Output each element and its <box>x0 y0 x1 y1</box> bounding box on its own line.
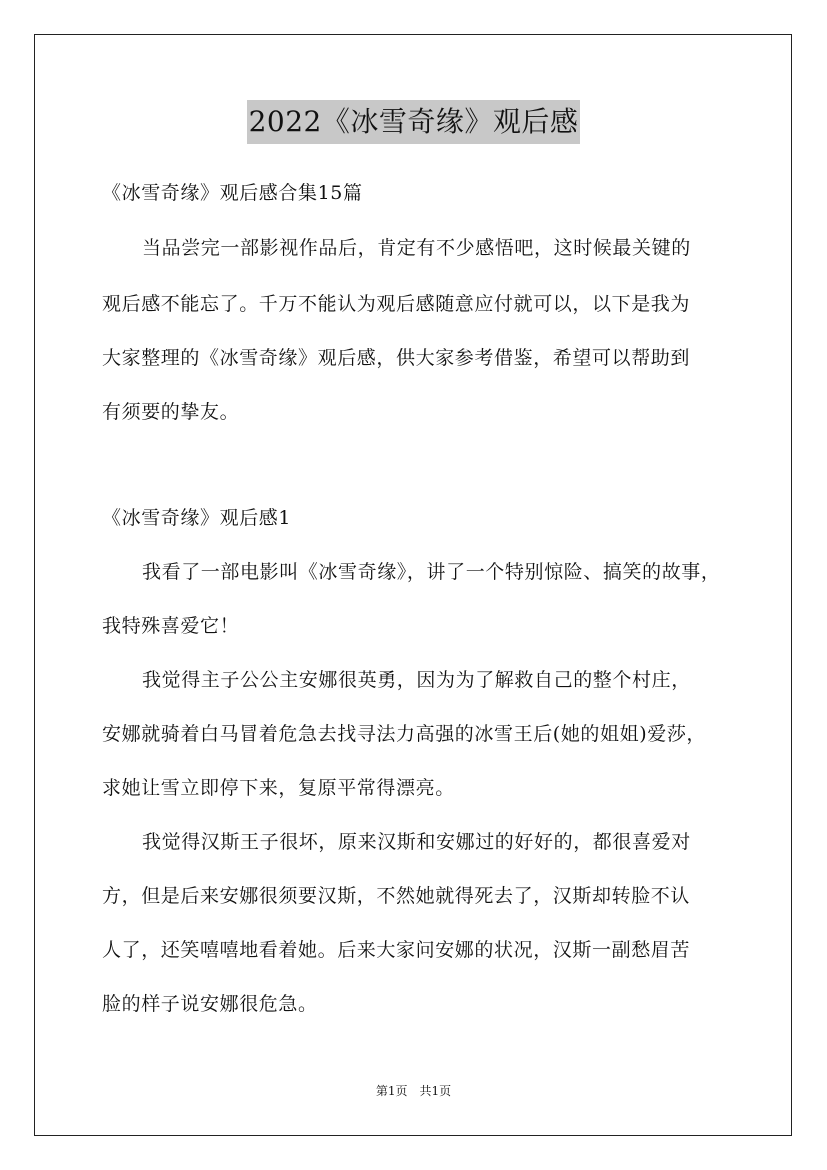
paragraph-line: 安娜就骑着白马冒着危急去找寻法力高强的冰雪王后(她的姐姐)爱莎， <box>102 723 707 745</box>
paragraph-line: 求她让雪立即停下来，复原平常得漂亮。 <box>102 777 455 799</box>
paragraph-line: 我特殊喜爱它！ <box>102 615 240 637</box>
page-number-footer: 第1页 共1页 <box>375 1084 452 1098</box>
intro-line: 有须要的挚友。 <box>102 401 240 423</box>
intro-line: 当品尝完一部影视作品后，肯定有不少感悟吧，这时候最关键的 <box>142 237 691 259</box>
paragraph-line: 脸的样子说安娜很危急。 <box>102 993 318 1015</box>
intro-line: 观后感不能忘了。千万不能认为观后感随意应付就可以，以下是我为 <box>102 293 691 315</box>
paragraph-line: 我觉得汉斯王子很坏，原来汉斯和安娜过的好好的，都很喜爱对 <box>142 831 691 853</box>
paragraph-line: 方，但是后来安娜很须要汉斯，不然她就得死去了，汉斯却转脸不认 <box>102 885 691 907</box>
document-subtitle: 《冰雪奇缘》观后感合集15篇 <box>102 182 363 204</box>
intro-line: 大家整理的《冰雪奇缘》观后感，供大家参考借鉴，希望可以帮助到 <box>102 347 691 369</box>
document-title: 2022《冰雪奇缘》观后感 <box>247 100 581 144</box>
title-container <box>0 100 827 144</box>
paragraph-line: 人了，还笑嘻嘻地看着她。后来大家问安娜的状况，汉斯一副愁眉苦 <box>102 939 691 961</box>
paragraph-line: 我觉得主子公公主安娜很英勇，因为为了解救自己的整个村庄， <box>142 669 691 691</box>
paragraph-line: 我看了一部电影叫《冰雪奇缘》，讲了一个特别惊险、搞笑的故事， <box>142 561 721 583</box>
section-heading: 《冰雪奇缘》观后感1 <box>102 507 292 529</box>
